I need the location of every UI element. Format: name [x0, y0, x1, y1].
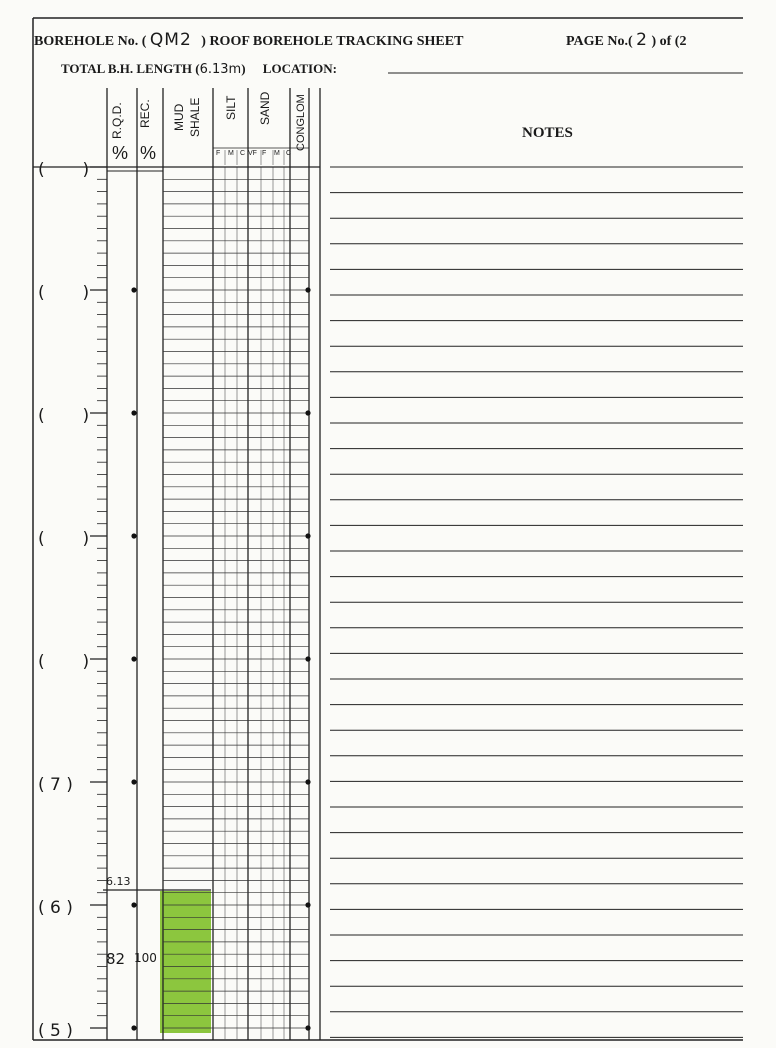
silt-column-header: SILT — [224, 95, 238, 120]
rec-value: 100 — [134, 951, 157, 965]
depth-dot — [131, 410, 136, 415]
rec-column-header: REC. — [138, 99, 152, 128]
mud-column-header: MUD — [172, 103, 186, 131]
rqd-value: 82 — [106, 950, 126, 968]
borehole-label: BOREHOLE No. ( — [34, 34, 147, 49]
location-label: LOCATION: — [262, 61, 337, 76]
sand-grade-vf: VF — [248, 150, 257, 157]
depth-marker: ( ) — [38, 160, 90, 180]
sheet-title: ) ROOF BOREHOLE TRACKING SHEET — [201, 34, 464, 49]
rqd-column-header: R.Q.D. — [110, 102, 124, 139]
sand-grade-m: M — [274, 150, 280, 157]
rqd-unit: % — [112, 143, 129, 163]
page-label: PAGE No.( — [566, 34, 633, 49]
sand-column-header: SAND — [258, 91, 272, 125]
depth-dot — [305, 779, 310, 784]
shale-column-header: SHALE — [188, 97, 202, 137]
depth-dot — [305, 656, 310, 661]
depth-dot — [305, 533, 310, 538]
depth-dot — [131, 533, 136, 538]
length-value: 6.13m — [199, 62, 242, 77]
silt-grade-m: M — [228, 150, 234, 157]
depth-dot — [305, 902, 310, 907]
lithology-fill — [160, 891, 211, 1033]
depth-marker: ( ) — [38, 529, 90, 549]
depth-dot — [131, 656, 136, 661]
depth-marker: ( ) — [38, 652, 90, 672]
depth-marker: ( 5 ) — [38, 1021, 73, 1041]
sand-grade-f: F — [262, 150, 267, 157]
depth-dot — [305, 410, 310, 415]
silt-grade-c: C — [240, 150, 246, 157]
page-of-label: ) of (2 — [651, 34, 687, 49]
depth-dot — [131, 287, 136, 292]
depth-marker: ( 6 ) — [38, 898, 73, 918]
notes-title: NOTES — [522, 125, 573, 141]
sand-grade-c: C — [286, 150, 292, 157]
length-close: ) — [241, 61, 246, 76]
depth-dot — [131, 779, 136, 784]
conglom-column-header: CONGLOM — [295, 94, 307, 151]
borehole-number-value: QM2 — [149, 30, 192, 50]
depth-marker: ( ) — [38, 406, 90, 426]
depth-marker: ( ) — [38, 283, 90, 303]
depth-dot — [131, 902, 136, 907]
page-number-value: 2 — [636, 30, 648, 50]
depth-dot — [305, 1025, 310, 1030]
depth-marker: ( 7 ) — [38, 775, 73, 795]
depth-dot — [305, 287, 310, 292]
length-label: TOTAL B.H. LENGTH ( — [61, 61, 200, 76]
depth-dot — [131, 1025, 136, 1030]
silt-grade-f: F — [216, 150, 221, 157]
end-depth-value: 6.13 — [106, 875, 131, 888]
rec-unit: % — [140, 143, 157, 163]
